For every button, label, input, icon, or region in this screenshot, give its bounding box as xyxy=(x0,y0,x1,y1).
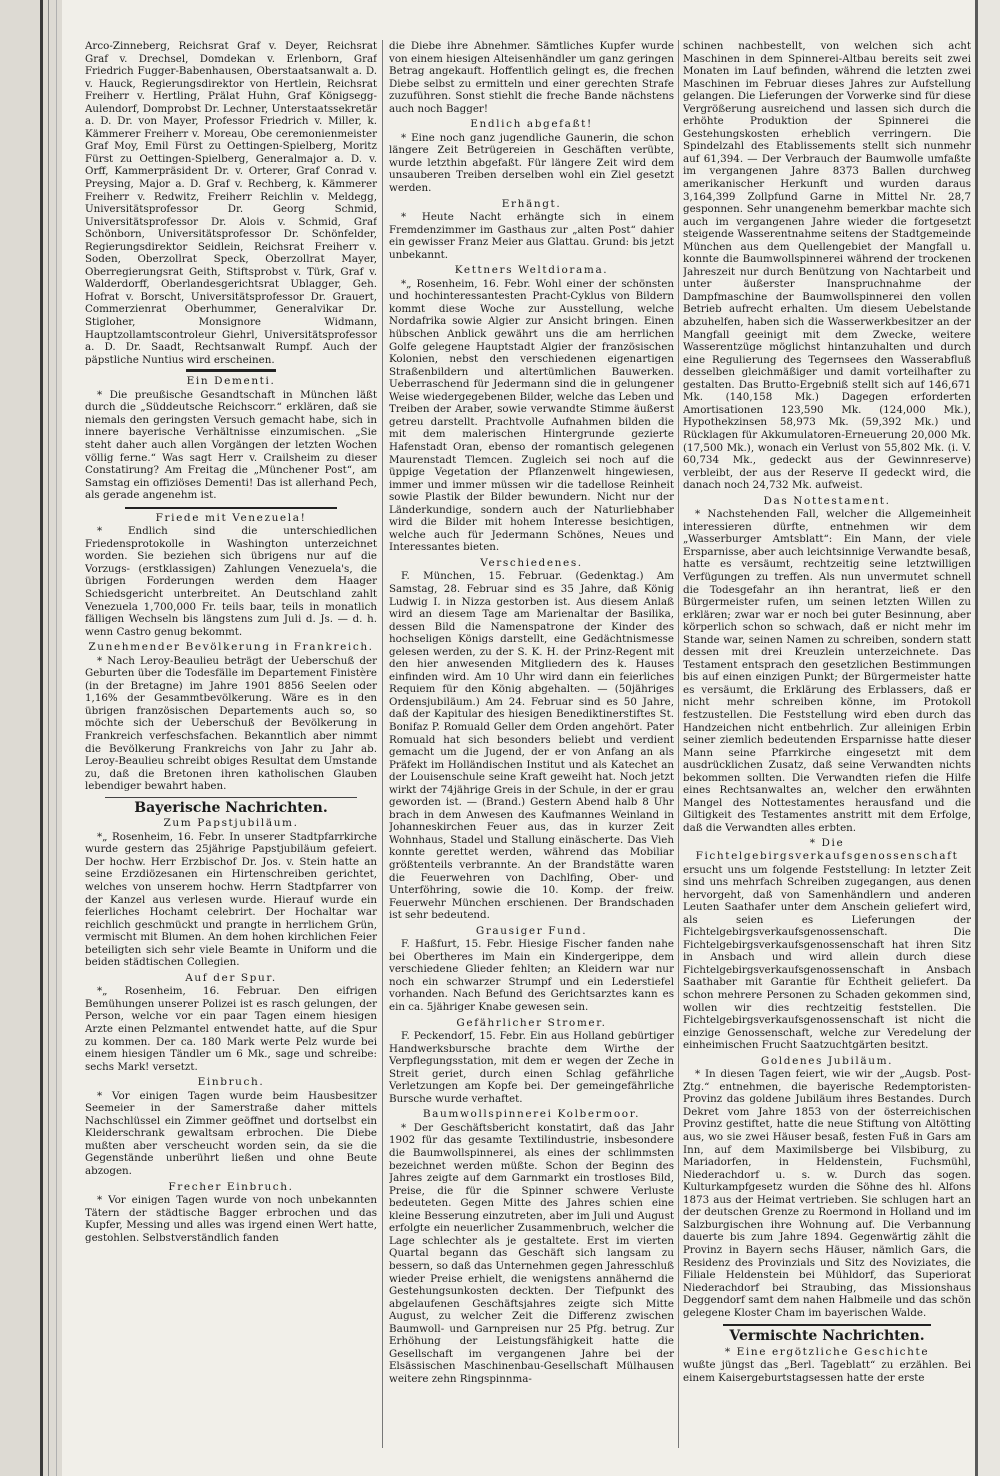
heading-einbruch: Einbruch. xyxy=(197,1076,265,1089)
article-baumwollspinnerei: * Der Geschäftsbericht konstatirt, daß das Jahr 1902 für das gesamte Textilindustrie, insbesondere die Baumwollspinnerei, als eines der schlimmsten bezeichnet werden müßte. Schon der Beginn des Jahres zeigte auf dem Garnmarkt ein trostloses Bild, Preise, die für die Spinner schwere Verluste bedeuteten. Gegen Mitte des Jahres schien eine kleine Besserung einzutreten, aber im Juli und August erfolgte ein neuerlicher Zusammenbruch, welcher die Lage schlechter als je gestaltete. Erst im vierten Quartal begann das Geschäft sich langsam zu bessern, so daß das Unternehmen gegen Jahresschluß wieder Preise erhielt, die wenigstens annähernd die Gestehungsunkosten deckten. Der Tiefpunkt des abgelaufenen Geschäftsjahres zeigte sich Mitte August, zu welcher Zeit die Differenz zwischen Baumwoll- und Garnpreisen nur 25 Pfg. betrug. Zur Erhöhung der Leistungsfähigkeit hatte die Gesellschaft im vergangenen Jahre bei der Elsässischen Maschinenbau-Gesellschaft Mülhausen weitere zehn Ringspinnma- xyxy=(389,1121,674,1385)
article-frankreich: * Nach Leroy-Beaulieu beträgt der Ueberschuß der Geburten über die Todesfälle im Departement Finistère (in der Bretagne) im Jahre 1901 8856 Seelen oder 1,16% der Gesammtbevölkerung. Wäre es in den übrigen französischen Departements auch so, so möchte sich der Ueberschuß der Bevölkerung in Frankreich verfeschsfachen. Bekanntlich aber nimmt die Bevölkerung Frankreichs von Jahr zu Jahr ab. Leroy-Beaulieu schreibt obiges Resultat dem Umstande zu, daß die Bretonen ihren katholischen Glauben lebendiger bewahrt haben. xyxy=(85,654,377,793)
article-venezuela: * Endlich sind die unterschiedlichen Friedensprotokolle in Washington unterzeichnet worden. Sie beziehen sich übrigens nur auf die Vorzugs- (erstklassigen) Zahlungen Venezuela's, die übrigen Forderungen werden dem Haager Schiedsgericht unterbreitet. An Deutschland zahlt Venezuela 1,700,000 Fr. teils baar, teils in monatlich fälligen Wechseln bis längstens zum Juli d. Js. — d. h. wenn Castro genug bekommt. xyxy=(85,525,377,638)
heading-frankreich: Zunehmender Bevölkerung in Frankreich. xyxy=(88,641,374,654)
column-2 xyxy=(389,40,674,1448)
column-3 xyxy=(683,40,971,1448)
heading-dementi: Ein Dementi. xyxy=(186,375,276,388)
binding-line xyxy=(40,0,43,1476)
column-rule-1 xyxy=(382,40,383,1448)
separator xyxy=(105,797,357,798)
article-grausiger-fund: F. Haßfurt, 15. Febr. Hiesige Fischer fanden nahe bei Obertheres im Main ein Kindergerippe, dem verschiedene Glieder fehlten; an Kleidern war nur noch ein schwarzer Strumpf und ein Lederstiefel vorhanden. Nach Befund des Gerichtsarztes kann es ein ca. 5jähriger Knabe gewesen sein. xyxy=(389,938,674,1014)
heading-endlich: Endlich abgefaßt! xyxy=(470,118,593,131)
heading-nottestament: Das Nottestament. xyxy=(763,494,891,507)
attendee-list: Arco-Zinneberg, Reichsrat Graf v. Deyer, Reichsrat Graf v. Drechsel, Domdekan v. Erlenborn, Graf Friedrich Fugger-Babenhausen, Oberstaatsanwalt a. D. v. Hauck, Regierungsdirektor von Hertlein, Reichsrat Freiherr v. Hertling, Prälat Huhn, Graf Königsegg-Aulendorf, Domprobst Dr. Lechner, Unterstaatssekretär a. D. Dr. von Mayer, Professor Friedrich v. Miller, k. Kämmerer Freiherr v. Moreau, Obe ceremonienmeister Graf Moy, Emil Fürst zu Oettingen-Spielberg, Moritz Fürst zu Oettingen-Spielberg, Generalmajor a. D. v. Orff, Kammerpräsident Dr. v. Orterer, Graf Conrad v. Preysing, Major a. D. Graf v. Rechberg, k. Kämmerer Freiherr v. Redwitz, Freiherr Reichlin v. Meldegg, Universitätsprofessor Dr. Georg Schmid, Universitätsprofessor Dr. Alois v. Schmid, Graf Schönborn, Universitätsprofessor Dr. Schönfelder, Regierungsdirektor Seidlein, Reichsrat Freiherr v. Soden, Oberzollrat Speck, Oberzollrat Mayer, Oberregierungsrat Geith, Stiftsprobst v. Türk, Graf v. Walderdorff, Oberlandesgerichtsrat Ublagger, Geh. Hofrat v. Borscht, Universitätsprofessor Dr. Grauert, Commerzienrat Oberhummer, Generalvikar Dr. Stigloher, Monsignore Widmann, Hauptzollamtscontroleur Giehrl, Universitätsprofessor a. D. Dr. Saadt, Rechtsanwalt Rumpf. Auch der päpstliche Nuntius wird erscheinen. xyxy=(85,40,377,366)
heading-spur: Auf der Spur. xyxy=(185,971,277,984)
heading-ergoetzliche-geschichte: * Eine ergötzliche Geschichte xyxy=(724,1345,930,1358)
article-goldenes-jubilaeum: * In diesen Tagen feiert, wie wir der „Augsb. Post-Ztg.“ entnehmen, die bayerische Redemptoristen-Provinz das goldene Jubiläum ihres Bestandes. Durch Dekret vom Jahre 1853 von der österreichischen Provinz gestiftet, hatte die neue Stiftung von Altötting aus, wo sie zwei Häuser besaß, festen Fuß in Gars am Inn, auf dem Maximilsberge bei Vilsbiburg, zu Mariadorfen, in Heldenstein, Fuchsmühl, Niederachdorf u. s. w. Durch das sogen. Kulturkampfgesetz wurden die Söhne des hl. Alfons 1873 aus der Heimat vertrieben. Sie schlugen hart an der deutschen Grenze zu Roermond in Holland und im Salzburgischen ihre Wohnung auf. Die Verbannung dauerte bis zum Jahre 1894. Gegenwärtig zählt die Provinz in Bayern sechs Häuser, nämlich Gars, die Residenz des Provinzials und Sitz des Noviziates, die Filiale Heldenstein bei Mühldorf, das Superiorat Niederachdorf bei Straubing, das Missionshaus Deggendorf samt dem nahen Halbmeile und das schön gelegene Kloster Cham im bayerischen Walde. xyxy=(683,1068,971,1319)
heading-verschiedenes: Verschiedenes. xyxy=(480,556,583,569)
article-frecher-einbruch: * Vor einigen Tagen wurde von noch unbekannten Tätern der städtische Bagger erbrochen und das Kupfer, Messing und alles was irgend einen Wert hatte, gestohlen. Selbstverständlich fanden xyxy=(85,1194,377,1244)
heading-grausiger-fund: Grausiger Fund. xyxy=(475,924,588,937)
binding-gutter xyxy=(0,0,62,1476)
heading-goldenes-jubilaeum: Goldenes Jubiläum. xyxy=(760,1054,894,1067)
separator xyxy=(723,1324,931,1326)
heading-kettner: Kettners Weltdiorama. xyxy=(454,264,609,277)
article-ergoetzliche-geschichte: wußte jüngst das „Berl. Tageblatt“ zu erzählen. Bei einem Kaisergeburtstagsessen hatte der erste xyxy=(683,1359,971,1384)
article-nottestament: * Nachstehenden Fall, welcher die Allgemeinheit interessieren dürfte, entnehmen wir dem „Wasserburger Amtsblatt“: Ein Mann, der viele Ersparnisse, aber auch leichtsinnige Verwandte besaß, hatte es versäumt, rechtzeitig seine letztwilligen Verfügungen zu treffen. Als nun unvermutet schnell die Todesgefahr an ihn herantrat, ließ er den Bürgermeister rufen, um seinen letzten Willen zu erklären; zwar war er noch bei guter Besinnung, aber körperlich schon so schwach, daß er nicht mehr im Stande war, seinen Namen zu schreiben, sondern statt dessen mit drei Kreuzlein unterzeichnete. Das Testament entsprach den gesetzlichen Bestimmungen bis auf einen einzigen Punkt; der Bürgermeister hatte es versäumt, die Erklärung des Erblassers, daß er nicht mehr schreiben könne, im Protokoll festzustellen. Die Feststellung wird eben durch das Handzeichen nicht entbehrlich. Zur alleinigen Erbin seiner ziemlich bedeutenden Ersparnisse hatte dieser Mann seine Pfarrkirche eingesetzt mit dem ausdrücklichen Zusatz, daß seine Verwandten nichts bekommen sollten. Die Verwandten riefen die Hilfe eines Rechtsanwaltes an, welcher den erwähnten Mangel des Nottestamentes herausfand und die Giltigkeit des Testamentes anstritt mit dem Erfolge, daß die Verwandten alles erbten. xyxy=(683,508,971,834)
heading-erhaengt: Erhängt. xyxy=(501,197,562,210)
binding-line-light xyxy=(56,0,57,1476)
heading-venezuela: Friede mit Venezuela! xyxy=(155,511,307,524)
section-title-bayerische-nachrichten: Bayerische Nachrichten. xyxy=(134,799,328,816)
article-endlich: * Eine noch ganz jugendliche Gaunerin, die schon längere Zeit Betrügereien in Geschäften verübte, wurde letzthin abgefaßt. Für längere Zeit wird dem unsauberen Treiben derselben wohl ein Ziel gesetzt werden. xyxy=(389,131,674,195)
article-dementi: * Die preußische Gesandtschaft in München läßt durch die „Süddeutsche Reichscorr.“ erklären, daß sie niemals den geringsten Versuch gemacht habe, sich in innere bayerische Verhältnisse einzumischen. „Sie steht daher auch allen Vorgängen der letzten Wochen völlig ferne.“ Was sagt Herr v. Crailsheim zu dieser Constatirung? Am Freitag die „Münchener Post“, am Samstag ein offiziöses Dementi! Das ist allerhand Pech, als gerade angenehm ist. xyxy=(85,388,377,502)
separator xyxy=(125,507,337,509)
article-erhaengt: * Heute Nacht erhängte sich in einem Fremdenzimmer im Gasthaus zur „alten Post“ dahier ein gewisser Franz Meier aus Glattau. Grund: bis jetzt unbekannt. xyxy=(389,211,674,261)
separator xyxy=(186,369,276,372)
article-kettner: *„ Rosenheim, 16. Febr. Wohl einer der schönsten und hochinteressantesten Pracht-Cyklus von Bildern kommt diese Woche zur Ausstellung, welche Nordafrika sowie Algier zur Ansicht bringen. Einen hübschen Anblick gewährt uns die am herrlichen Golfe gelegene Hauptstadt Algier der französischen Kolonien, nebst den verschiedenen eigenartigen Straßenbildern und altertümlichen Bauwerken. Ueberraschend für Jedermann sind die in gelungener Weise wiedergegebenen Bilder, welche das Leben und Treiben der Araber, sowie verwandte Stimme äußerst getreu darstellt. Prachtvolle Aufnahmen bilden die mit dem malerischen Hintergrunde gezierte Hafenstadt Oran, ebenso der romantisch gelegenen Maurenstadt Tlemcen. Zugleich sei noch auf die üppige Vegetation der Pflanzenwelt hingewiesen, immer und immer müssen wir die tadellose Reinheit sowie Plastik der Bilder bewundern. Nicht nur der Länderkundige, sondern auch der Naturliebhaber wird die Bilder mit hohem Interesse besichtigen, welche auch für Jedermann Schönes, Neues und Interessantes bieten. xyxy=(389,277,674,554)
heading-papstjubilaeum: Zum Papstjubiläum. xyxy=(163,817,299,830)
article-einbruch: * Vor einigen Tagen wurde beim Hausbesitzer Seemeier in der Samerstraße daher mittels Nachschlüssel ein Zimmer geöffnet und dortselbst ein Kleiderschrank gewaltsam erbrochen. Die Diebe mußten aber verscheucht worden sein, da sie die Gegenstände unberührt ließen und ohne Beute abzogen. xyxy=(85,1089,377,1178)
article-fichtelgebirge: ersucht uns um folgende Feststellung: In letzter Zeit sind uns mehrfach Schreiben zugegangen, aus denen hervorgeht, daß von Samenhändlern und anderen Leuten Saathafer unter dem Anschein geliefert wird, als seien es Lieferungen der Fichtelgebirgsverkaufsgenossenschaft. Die Fichtelgebirgsverkaufsgenossenschaft hat ihren Sitz in Ansbach und wird allein durch diese Fichtelgebirgsverkaufsgenossenschaft in Ansbach Saathaber mit Garantie für Echtheit geliefert. Da schon mehrere Personen zu Schaden gekommen sind, wollen wir dies rechtzeitig feststellen. Die Fichtelgebirgsverkaufsgenossenschaft ist nicht die einzige Genossenschaft, welche zur Veredelung der einheimischen Frucht Saatzuchtgärten besitzt. xyxy=(683,863,971,1052)
article-stromer: F. Peckendorf, 15. Febr. Ein aus Holland gebürtiger Handwerksbursche brachte dem Wirthe der Verpflegungsstation, mit dem er wegen der Zeche in Streit geriet, durch einen Schlag gefährliche Verletzungen am Kopfe bei. Der gemeingefährliche Bursche wurde verhaftet. xyxy=(389,1030,674,1105)
article-verschiedenes: F. München, 15. Februar. (Gedenktag.) Am Samstag, 28. Februar sind es 35 Jahre, daß König Ludwig I. in Nizza gestorben ist. Aus diesem Anlaß wird an diesem Tage am Marienaltar der Basilika, dessen Bild die Namenspatrone der Kinder des hochseligen Königs darstellt, eine Gedächtnismesse gelesen werden, zu der S. K. H. der Prinz-Regent mit den hier anwesenden Mitgliedern des k. Hauses einfinden wird. Am 10 Uhr wird dann ein feierliches Requiem für den König abgehalten. — (50jähriges Ordensjubiläum.) Am 24. Februar sind es 50 Jahre, daß der Kapitular des hiesigen Benediktinerstiftes St. Bonifaz P. Romuald Geller dem Orden angehört. Pater Romuald hat sich besonders beliebt und verdient gemacht um die Jugend, der er von Anfang an als Präfekt im Holländischen Institut und als Katechet an der Louisenschule seine Kraft geweiht hat. Noch jetzt wirkt der 74jährige Greis in der Schule, in der er grau geworden ist. — (Brand.) Gestern Abend halb 8 Uhr brach in dem Anwesen des Kaufmannes Weinland in Johanneskirchen Feuer aus, das in kurzer Zeit Wohnhaus, Stadel und Stallung einäscherte. Das Vieh konnte gerettet werden, während das Mobiliar größtenteils verbrannte. An der Brandstätte waren die Feuerwehren von Dachlfing, Ober- und Unterföhring, sowie die 10. Komp. der freiw. Feuerwehr München erschienen. Der Brandschaden ist sehr bedeutend. xyxy=(389,570,674,922)
page-edge xyxy=(975,0,1000,1476)
heading-stromer: Gefährlicher Stromer. xyxy=(456,1016,607,1029)
binding-line-thin xyxy=(48,0,49,1476)
column-1 xyxy=(85,40,377,1448)
heading-frecher-einbruch: Frecher Einbruch. xyxy=(168,1180,294,1193)
article-continuation: schinen nachbestellt, von welchen sich acht Maschinen in dem Spinnerei-Altbau bereits seit zwei Monaten im Lauf befinden, während die letzten zwei Maschinen im Februar dieses Jahres zur Aufstellung gelangen. Die Lieferungen der Vorwerke sind für diese Vergrößerung ausreichend und lassen sich durch die erhöhte Produktion der Spinnerei die Gestehungskosten erheblich verringern. Die Spindelzahl des Etablissements stellt sich nunmehr auf 61,394. — Der Verbrauch der Baumwolle umfaßte im vergangenen Jahre 8373 Ballen durchweg amerikanischer Herkunft und wurden daraus 3,164,399 Zollpfund Garne in Mittel Nr. 28,7 gesponnen. Sehr unangenehm bemerkbar machte sich auch im vergangenen Jahre wieder die fortgesetzt steigende Wasserentnahme seitens der Stadtgemeinde München aus dem Quellengebiet der Mangfall u. konnte die Baumwollspinnerei während der trockenen Jahreszeit nur durch Benützung von Nachtarbeit und unter äußerster Inanspruchnahme der Dampfmaschine der Baumwollspinnerei den vollen Betrieb aufrecht erhalten. Um diesem Uebelstande abzuhelfen, haben sich die Wasserwerkbesitzer an der Mangfall geeinigt mit dem Zwecke, weitere Wasserentzüge möglichst hintanzuhalten und durch eine Regulierung des Tegernsees den Wasserabfluß desselben gleichmäßiger und damit vorteilhafter zu gestalten. Das Brutto-Ergebniß stellt sich auf 146,671 Mk. (140,158 Mk.) Dagegen erforderten Amortisationen 123,590 Mk. (124,000 Mk.), Hypothekzinsen 58,973 Mk. (59,392 Mk.) und Rücklagen für Akkumulatoren-Erneuerung 20,000 Mk. (17,500 Mk.), wonach ein Verlust von 55,802 Mk. (i. V. 60,734 Mk., gedeckt aus der Gewinnreserve) verbleibt, der aus der Reserve II gedeckt wird, die danach noch 24,732 Mk. aufweist. xyxy=(683,40,971,492)
article-spur: *„ Rosenheim, 16. Februar. Den eifrigen Bemühungen unserer Polizei ist es rasch gelungen, der Person, welche vor ein paar Tagen einem hiesigen Arzte einen Pelzmantel entwendet hatte, auf die Spur zu kommen. Der ca. 180 Mark werte Pelz wurde bei einem hiesigen Tändler um 6 Mk., sage und schreibe: sechs Mark! versetzt. xyxy=(85,985,377,1073)
heading-baumwollspinnerei: Baumwollspinnerei Kolbermoor. xyxy=(422,1108,641,1121)
heading-fichtelgebirge: * Die Fichtelgebirgsverkaufsgenossenschaft xyxy=(695,837,959,862)
section-title-vermischte-nachrichten: Vermischte Nachrichten. xyxy=(729,1328,925,1345)
article-papstjubilaeum: *„ Rosenheim, 16. Febr. In unserer Stadtpfarrkirche wurde gestern das 25jährige Papstjubiläum gefeiert. Der hochw. Herr Erzbischof Dr. Jos. v. Stein hatte an seine Erzdiözesanen ein Hirtenschreiben gerichtet, welches von unserem hochw. Herrn Stadtpfarrer von der Kanzel aus verlesen wurde. Hierauf wurde ein feierliches Hochamt celebrirt. Der Hochaltar war reichlich geschmückt und prangte in herrlichem Grün, vermischt mit Blumen. An dem hohen kirchlichen Feier beteiligten sich sehr viele Beamte in Uniform und die beiden städtischen Collegien. xyxy=(85,830,377,969)
article-continuation: die Diebe ihre Abnehmer. Sämtliches Kupfer wurde von einem hiesigen Alteisenhändler um ganz geringen Betrag angekauft. Hoffentlich gelingt es, die frechen Diebe selbst zu ermitteln und einer gerechten Strafe zuzuführen. Sonst stiehlt die freche Bande nächstens auch noch Bagger! xyxy=(389,40,674,115)
column-rule-2 xyxy=(678,40,679,1448)
